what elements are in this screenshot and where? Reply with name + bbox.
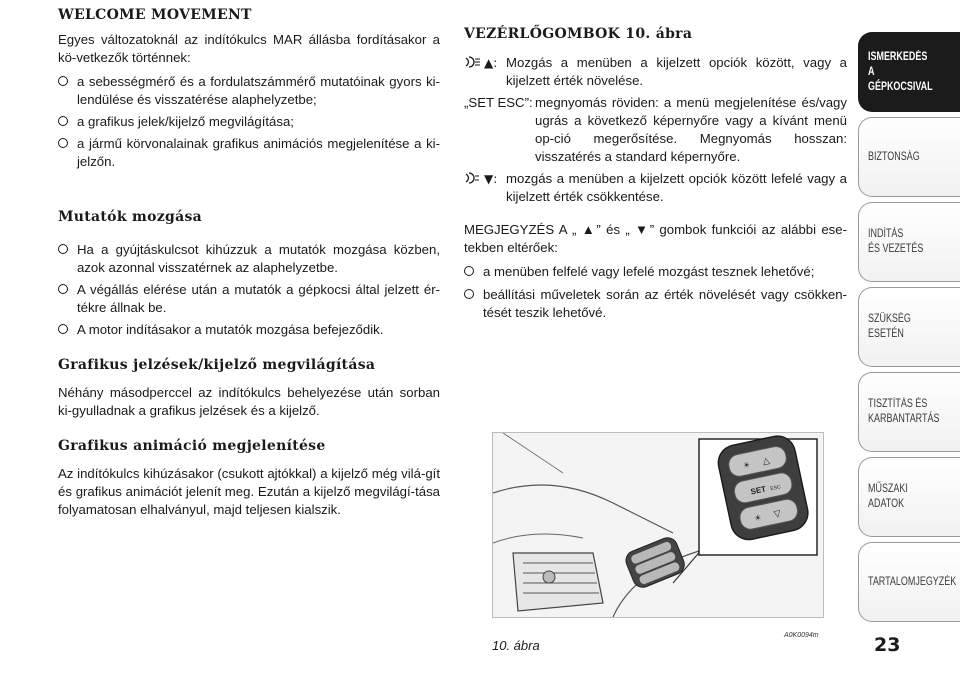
air-vent (513, 553, 603, 611)
chapter-sidebar (858, 32, 960, 630)
control-item-set-esc: „SET ESC”: megnyomás röviden: a menü megjelenítése és/vagy ugrás a következő képernyőre vagy a kívánt menü op-ció megerősítése. Megnyomás hosszan: visszatérés a standard képernyőre. (464, 95, 847, 164)
light-dimmer-icon (464, 56, 484, 68)
page-number: 23 (874, 634, 901, 656)
list-item: beállítási műveletek során az érték növelését vagy csökken-tését teszik lehetővé. (464, 286, 847, 322)
list-item: a jármű körvonalainak grafikus animációs megjelenítése a ki-jelzőn. (58, 135, 440, 171)
bullet-icon (58, 76, 68, 86)
svg-text:ESC: ESC (769, 484, 782, 493)
svg-text:△: △ (761, 456, 771, 468)
heading-vezerlogombok: VEZÉRLŐGOMBOK 10. ábra (464, 26, 693, 42)
svg-text:▽: ▽ (773, 508, 782, 521)
tab-ismerkedes[interactable]: ISMERKEDÉS A GÉPKOCSIVAL (858, 32, 960, 112)
control-item-up: ▲: Mozgás a menüben a kijelzett opciók között, vagy a kijelzett érték növelése. (464, 54, 847, 90)
paragraph-grafikus-jelzesek: Néhány másodperccel az indítókulcs behelyezése után sorban ki-gyulladnak a grafikus jelzések és a kijelző. (58, 385, 440, 418)
heading-mutatok-mozgasa: Mutatók mozgása (58, 209, 203, 225)
list-item: a menüben felfelé vagy lefelé mozgást tesznek lehetővé; (464, 263, 847, 281)
tab-szukseg[interactable]: SZÜKSÉG ESETÉN (858, 287, 960, 367)
bullet-icon (58, 284, 68, 294)
control-item-down: ▼: mozgás a menüben a kijelzett opciók között lefelé vagy a kijelzett érték csökkentése. (464, 170, 847, 206)
dashboard-illustration (493, 433, 823, 617)
figure-control-buttons (492, 432, 824, 618)
list-item: A végállás elérése után a mutatók a gépkocsi által jelzett ér-tékre állnak be. (58, 281, 440, 317)
tab-inditas[interactable]: INDÍTÁS ÉS VEZETÉS (858, 202, 960, 282)
figure-code: A0K0094m (784, 632, 819, 639)
paragraph-grafikus-animacio: Az indítókulcs kihúzásakor (csukott ajtókkal) a kijelző még vilá-gít és grafikus animációt jelenít meg. Ezután a kijelző megvilágí-tása folyamatosan elhalványul, majd teljesen kialszik. (58, 466, 440, 517)
bullet-icon (464, 289, 474, 299)
svg-text:☀: ☀ (753, 512, 763, 524)
tab-muszaki-adatok[interactable]: MŰSZAKI ADATOK (858, 457, 960, 537)
watermark: carmanualsonline.info (590, 648, 834, 675)
list-item: Ha a gyújtáskulcsot kihúzzuk a mutatók mozgása közben, azok azonnal visszatérnek az alaphelyzetbe. (58, 241, 440, 277)
bullet-icon (58, 116, 68, 126)
list-item: A motor indításakor a mutatók mozgása befejeződik. (58, 321, 440, 339)
paragraph-intro: Egyes változatoknál az indítókulcs MAR állásba fordításakor a kö-vetkezők történnek: (58, 32, 440, 65)
list-item: a sebességmérő és a fordulatszámmérő mutatóinak gyors ki-lendülése és visszatérése alaphelyzetbe; (58, 73, 440, 109)
svg-text:SET: SET (749, 484, 767, 497)
bullet-icon (58, 324, 68, 334)
bullet-icon (464, 266, 474, 276)
bullet-icon (58, 244, 68, 254)
list-item: a grafikus jelek/kijelző megvilágítása; (58, 113, 440, 131)
svg-text:☀: ☀ (742, 460, 752, 471)
figure-caption: 10. ábra (492, 638, 540, 653)
light-dimmer-icon (464, 172, 484, 184)
heading-grafikus-animacio: Grafikus animáció megjelenítése (58, 438, 326, 454)
heading-grafikus-jelzesek: Grafikus jelzések/kijelző megvilágítása (58, 357, 376, 373)
bullet-icon (58, 138, 68, 148)
tab-tisztitas[interactable]: TISZTÍTÁS ÉS KARBANTARTÁS (858, 372, 960, 452)
tab-tartalomjegyzek[interactable]: TARTALOMJEGYZÉK (858, 542, 960, 622)
heading-welcome-movement: WELCOME MOVEMENT (58, 7, 252, 23)
note-paragraph: MEGJEGYZÉS A „ ▲” és „ ▼” gombok funkciói az alábbi ese-tekben eltérőek: (464, 222, 847, 255)
tab-biztonsag[interactable]: BIZTONSÁG (858, 117, 960, 197)
